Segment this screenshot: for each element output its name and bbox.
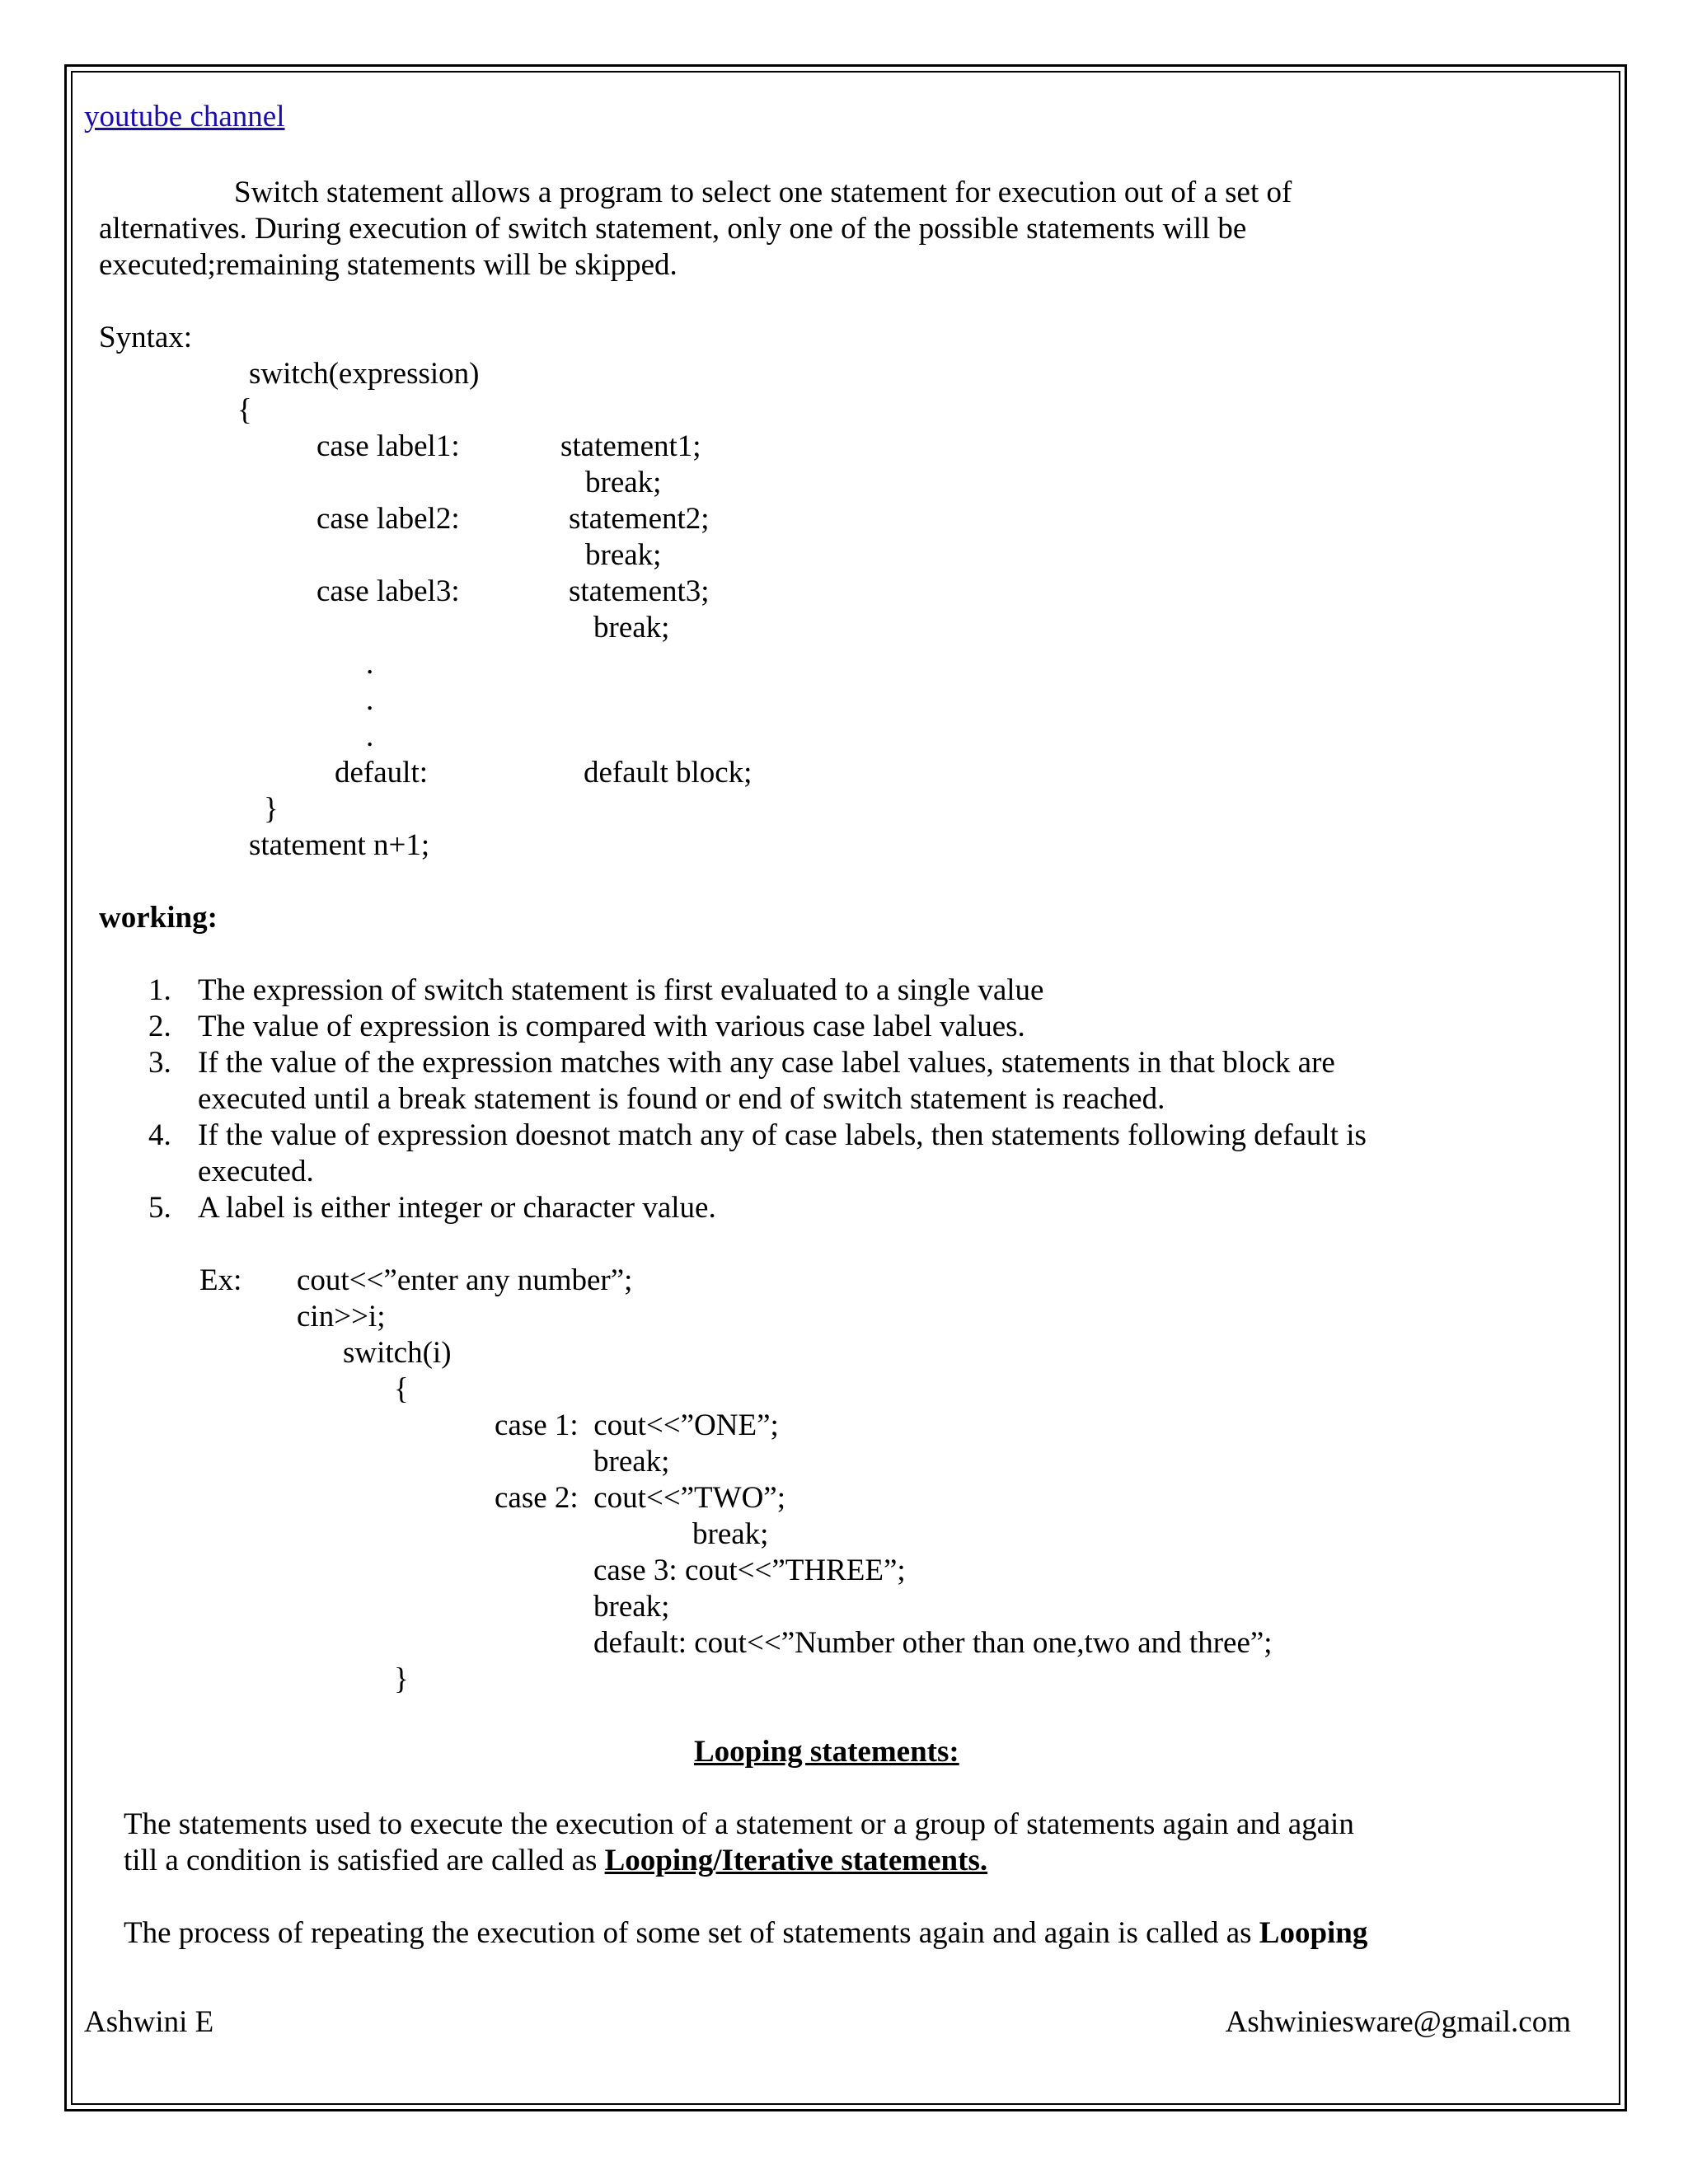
example-line-7: case 2: cout<<”TWO”;	[495, 1481, 785, 1515]
example-line-4: {	[394, 1372, 409, 1406]
example-line-1: cout<<”enter any number”;	[297, 1263, 633, 1297]
syntax-case1-break: break;	[585, 466, 662, 499]
syntax-case3-stmt: statement3;	[569, 574, 710, 608]
working-item-5-text: A label is either integer or character value.	[198, 1191, 716, 1225]
working-heading: working:	[99, 901, 218, 935]
syntax-ellipsis-dot-3: .	[366, 719, 374, 753]
example-line-11: default: cout<<”Number other than one,two and three”;	[593, 1626, 1273, 1660]
working-item-4-text-line-1: If the value of expression doesnot match any of case labels, then statements following default is	[198, 1118, 1367, 1152]
working-item-1-num: 1.	[148, 973, 171, 1007]
syntax-case1-stmt: statement1;	[560, 429, 701, 463]
looping-p1-line-2-prefix: till a condition is satisfied are called as	[124, 1844, 605, 1877]
looping-p1-line-1: The statements used to execute the execution of a statement or a group of statements again and again	[124, 1807, 1354, 1841]
youtube-channel-link[interactable]: youtube channel	[84, 100, 285, 134]
example-line-12: }	[394, 1662, 409, 1696]
working-item-3-text-line-1: If the value of the expression matches with any case label values, statements in that block are	[198, 1046, 1335, 1080]
syntax-ellipsis-dot-1: .	[366, 647, 374, 681]
looping-heading: Looping statements:	[694, 1735, 959, 1769]
example-line-10: break;	[593, 1590, 670, 1624]
example-line-2: cin>>i;	[297, 1300, 386, 1333]
syntax-case3-label: case label3:	[316, 574, 460, 608]
syntax-case1-label: case label1:	[316, 429, 460, 463]
working-item-2-text: The value of expression is compared with various case label values.	[198, 1010, 1025, 1043]
syntax-open-brace: {	[237, 393, 252, 427]
working-item-5-num: 5.	[148, 1191, 171, 1225]
working-item-4-text-line-2: executed.	[198, 1155, 314, 1188]
looping-p2	[124, 1915, 1367, 1952]
example-line-9: case 3: cout<<”THREE”;	[593, 1554, 906, 1587]
syntax-case2-label: case label2:	[316, 502, 460, 536]
intro-line-3: executed;remaining statements will be skipped.	[99, 248, 678, 282]
intro-line-1: Switch statement allows a program to select one statement for execution out of a set of	[234, 176, 1292, 209]
syntax-ellipsis-dot-2: .	[366, 683, 374, 717]
working-item-2-num: 2.	[148, 1010, 171, 1043]
example-line-3: switch(i)	[343, 1336, 452, 1370]
example-line-5: case 1: cout<<”ONE”;	[495, 1408, 779, 1442]
syntax-label: Syntax:	[99, 321, 193, 354]
looping-p2-prefix: The process of repeating the execution of some set of statements again and again is called as	[124, 1916, 1259, 1950]
working-item-3-text-line-2: executed until a break statement is found or end of switch statement is reached.	[198, 1082, 1165, 1116]
syntax-case2-break: break;	[585, 538, 662, 572]
example-line-6: break;	[593, 1445, 670, 1479]
looping-p1-line-2	[124, 1843, 987, 1879]
working-item-3-num: 3.	[148, 1046, 171, 1080]
example-line-8: break;	[692, 1517, 769, 1551]
footer-email: Ashwiniesware@gmail.com	[1225, 2005, 1571, 2039]
syntax-default-label: default:	[335, 756, 429, 790]
working-item-4-num: 4.	[148, 1118, 171, 1152]
example-label: Ex:	[199, 1263, 242, 1297]
syntax-close-brace: }	[264, 792, 279, 826]
looping-term: Looping	[1259, 1916, 1368, 1950]
intro-line-2: alternatives. During execution of switch statement, only one of the possible statements will be	[99, 212, 1247, 246]
syntax-after-statement: statement n+1;	[249, 828, 430, 862]
footer-author: Ashwini E	[84, 2005, 214, 2039]
working-item-1-text: The expression of switch statement is first evaluated to a single value	[198, 973, 1044, 1007]
syntax-case2-stmt: statement2;	[569, 502, 710, 536]
syntax-case3-break: break;	[593, 611, 670, 644]
syntax-default-stmt: default block;	[584, 756, 753, 790]
looping-iterative-term: Looping/Iterative statements.	[604, 1844, 988, 1877]
syntax-switch-line: switch(expression)	[249, 357, 480, 391]
